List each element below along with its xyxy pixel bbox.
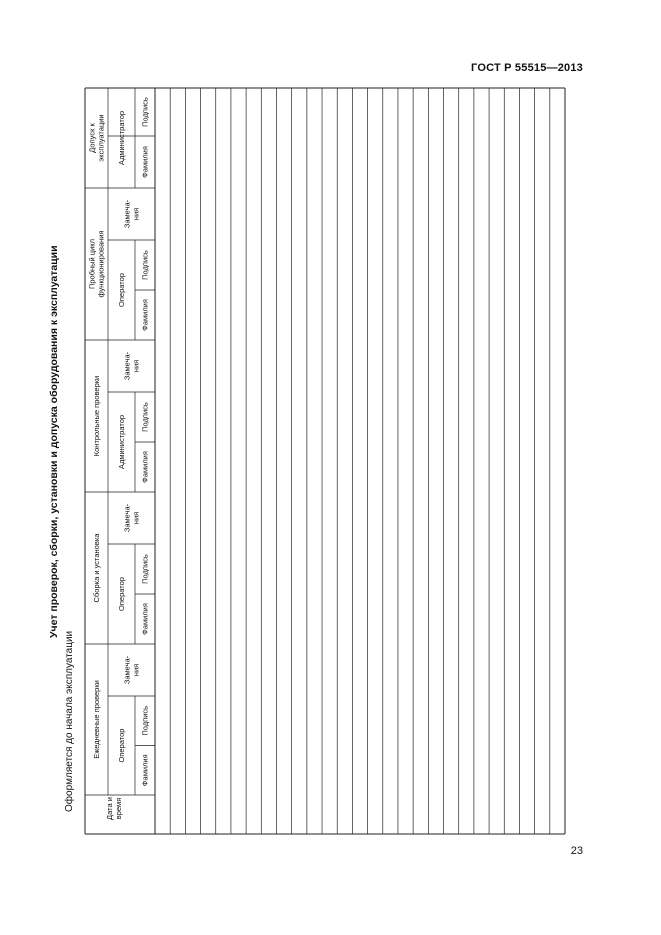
signature-label: Подпись	[140, 705, 150, 736]
signature-label: Подпись	[140, 250, 150, 280]
surname-label: Фамилия	[140, 299, 150, 331]
surname-label: Фамилия	[140, 603, 150, 635]
page-title: Учет проверок, сборки, установки и допуска оборудования к эксплуатации	[48, 245, 60, 638]
group-title-daily-checks: Ежедневные проверки	[92, 680, 101, 759]
signer-label: Администратор	[117, 110, 126, 166]
remarks-label: Замеча-ния	[122, 351, 141, 381]
remarks-label: Замеча-ния	[122, 503, 141, 533]
remarks-label: Замеча-ния	[122, 199, 141, 229]
group-title-assembly: Сборка и установка	[92, 533, 101, 603]
surname-label: Фамилия	[140, 754, 150, 787]
surname-label: Фамилия	[140, 451, 150, 483]
signer-label: Администратор	[117, 414, 126, 470]
signer-label: Оператор	[117, 728, 126, 763]
date-time-header: Дата ивремя	[105, 797, 123, 820]
signature-label: Подпись	[140, 97, 150, 127]
group-title-control-checks: Контрольные проверки	[92, 375, 101, 457]
signer-label: Оператор	[117, 273, 126, 307]
page-number: 23	[570, 845, 583, 857]
group-title-admission: Допуск кэксплуатации	[87, 114, 106, 162]
signature-label: Подпись	[140, 554, 150, 584]
surname-label: Фамилия	[140, 146, 150, 178]
signature-label: Подпись	[140, 402, 150, 432]
signer-label: Оператор	[117, 577, 126, 611]
page-subtitle: Оформляется до начала эксплуатации	[64, 630, 75, 812]
standard-designation: ГОСТ Р 55515—2013	[471, 62, 583, 74]
group-title-trial-run: Пробный циклфункционирования	[87, 230, 106, 298]
remarks-label: Замеча-ния	[122, 655, 141, 685]
